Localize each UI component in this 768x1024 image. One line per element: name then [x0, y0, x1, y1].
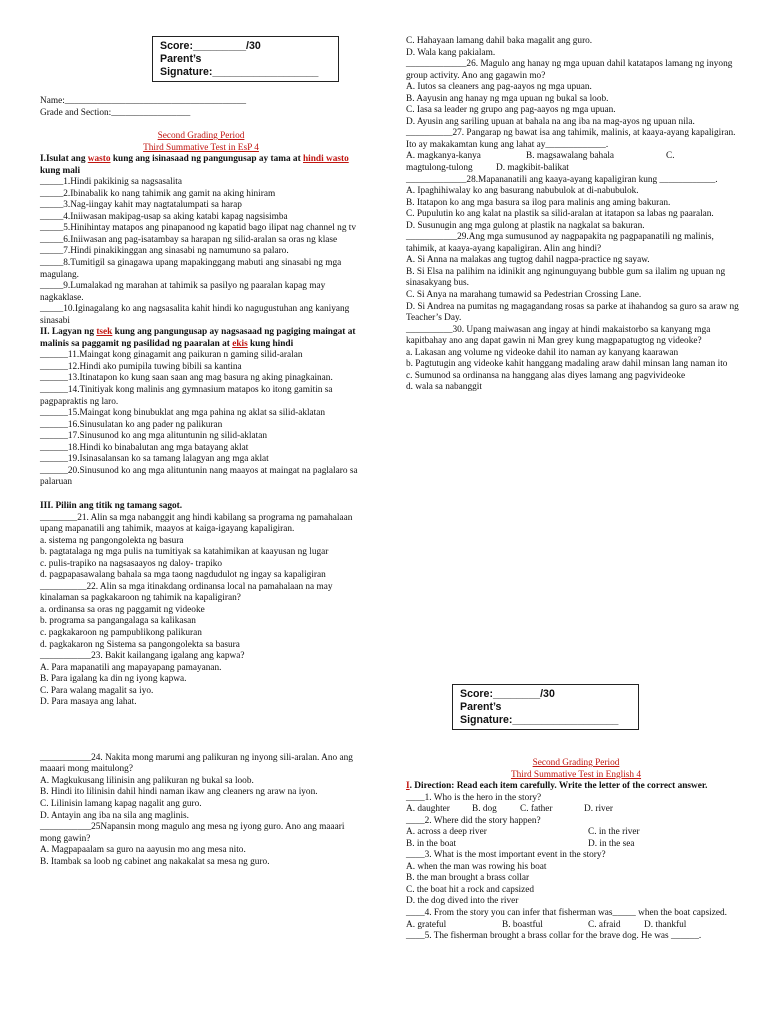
- answer-option: B. the man brought a brass collar: [406, 873, 530, 884]
- q2-options-row2: [406, 839, 746, 851]
- answer-option: C. the boat hit a rock and capsized: [406, 884, 535, 895]
- answer-option: A. Si Anna na malakas ang tugtog dahil nagpa-practice ng sayaw.: [406, 255, 650, 266]
- answer-option: A. Ipaghihiwalay ko ang basurang nabubulok at di-nabubulok.: [406, 186, 639, 197]
- answer-option: b. Pagtutugin ang videoke kahit hanggang madaling araw dahil minsan lang naman ito: [406, 359, 728, 370]
- answer-option: B. in the boat: [406, 838, 457, 849]
- part3-instruction: III. Piliin ang titik ng tamang sagot.: [40, 500, 183, 511]
- answer-option: D. Si Andrea na pumitas ng magagandang rosas sa parke at ihahandog sa guro sa araw ng Teacher’s Day.: [406, 301, 741, 324]
- question-item: _____10.Iginagalang ko ang nagsasalita kahit hindi ko nagugustuhan ang kaniyang sinasabi: [40, 304, 352, 326]
- question-item: __________30. Upang maiwasan ang ingay at hindi makaistorbo sa kanyang mga kapitbahay ano ang dapat gawin ni Man grey kung magpapatugtog ng videoke?: [406, 324, 713, 347]
- question-item: ___________24. Nakita mong marumi ang palikuran ng inyong sili-aralan. Ano ang maaari mong maitulong?: [40, 752, 356, 775]
- q2-options-row1: [406, 827, 746, 839]
- question-item: ___________25Napansin mong magulo ang mesa ng iyong guro. Ano ang maaari mong gawin?: [40, 822, 347, 844]
- question-item: ____5. The fisherman brought a brass collar for the brave dog. He was ______.: [406, 931, 702, 942]
- answer-option: c. pulis-trapiko na nagsasaayos ng daloy- trapiko: [40, 558, 223, 569]
- answer-option: D. in the sea: [588, 838, 635, 849]
- question-item: __________22. Alin sa mga itinakdang ordinansa local na pamahalaan na may kinalaman sa pagkakaroon ng tahimik na kapaligiran?: [40, 581, 335, 604]
- parents-label: Parent’s: [160, 53, 202, 65]
- answer-option: C. Si Anya na marahang tumawid sa Pedestrian Crossing Lane.: [406, 290, 642, 301]
- answer-option: D. Antayin ang iba na sila ang maglinis.: [40, 810, 189, 821]
- part2-instruction: II. Lagyan ng tsek kung ang pangungusap ay nagsasaad ng pagiging maingat at malinis sa paggamit ng pasilidad ng paaralan at ekis kung hindi: [40, 327, 358, 349]
- q4-options: [406, 920, 746, 932]
- answer-option: C. in the river: [588, 827, 640, 838]
- english-period: Second Grading Period: [532, 758, 620, 768]
- answer-option: D. thankful: [644, 919, 687, 930]
- score-box-bottom: [452, 684, 639, 730]
- answer-option: B. dog: [472, 804, 497, 815]
- answer-option: A. Para mapanatili ang mapayapang pamayanan.: [40, 662, 222, 673]
- answer-option: C. Pupulutin ko ang kalat na plastik sa silid-aralan at itatapon sa labas ng paaralan.: [406, 209, 714, 220]
- question-item: _____2.Ibinabalik ko nang tahimik ang gamit na aking hiniram: [40, 188, 276, 199]
- answer-option: d. wala sa nabanggit: [406, 382, 482, 393]
- question-item: _____9.Lumalakad ng marahan at tahimik sa pasilyo ng paaralan kapag may nagkaklase.: [40, 281, 328, 303]
- question-item: __________27. Pangarap ng bawat isa ang tahimik, malinis, at kaaya-ayang kapaligiran. Ito ay makakamtan kung ang lahat ay_____________.: [406, 128, 738, 150]
- answer-option: B. boastful: [502, 919, 543, 930]
- answer-option: C.: [666, 151, 675, 162]
- answer-option: D. river: [584, 804, 613, 815]
- question-item: ___________23. Bakit kailangang igalang ang kapwa?: [40, 651, 245, 662]
- answer-option: B. Hindi ito lilinisin dahil hindi naman ikaw ang cleaners ng araw na iyon.: [40, 787, 318, 798]
- answer-option: A. Magkukusang lilinisin ang palikuran ng bukal sa loob.: [40, 775, 254, 786]
- english-direction: I. Direction: Read each item carefully. Write the letter of the correct answer.: [406, 781, 708, 791]
- answer-option: c. Sumunod sa ordinansa na hanggang alas diyes lamang ang pagvivideoke: [406, 370, 686, 381]
- score-line: Score:_________/30: [160, 40, 261, 52]
- answer-option: C. father: [520, 804, 553, 815]
- question-item: ______17.Sinusunod ko ang mga alituntunin ng silid-aklatan: [40, 431, 267, 442]
- question-item: _____________28.Mapananatili ang kaaya-ayang kapaligiran kung ____________.: [406, 174, 718, 185]
- grade-section-field: Grade and Section:_________________: [40, 107, 191, 118]
- question-item: ____4. From the story you can infer that fisherman was_____ when the boat capsized.: [406, 908, 727, 919]
- name-field: Name:_______________________________________: [40, 96, 247, 106]
- question-item: _____5.Hinihintay matapos ang pinapanood ng kapatid bago ilipat nag channel ng tv: [40, 223, 357, 234]
- question-item: _____4.Iniiwasan makipag-usap sa aking katabi kapag nagsisimba: [40, 211, 288, 222]
- english-title: Third Summative Test in English 4: [510, 769, 642, 780]
- question-item: _____________26. Magulo ang hanay ng mga upuan dahil katatapos lamang ng inyong group activity. Ano ang gagawin mo?: [406, 59, 735, 81]
- q27-options-row2: [406, 163, 746, 175]
- signature-line: Signature:__________________: [460, 714, 619, 726]
- answer-option: A. Iutos sa cleaners ang pag-aayos ng mga upuan.: [406, 82, 592, 93]
- answer-option: D. the dog dived into the river: [406, 896, 519, 907]
- answer-option: C. Iasa sa leader ng grupo ang pag-aayos ng mga upuan.: [406, 105, 616, 116]
- question-item: ________21. Alin sa mga nabanggit ang hindi kabilang sa programa ng pamahalaan upang mapanatili ang tahimik, maayos at kaiga-igayang kapaligiran.: [40, 512, 355, 535]
- answer-option: C. afraid: [588, 919, 621, 930]
- answer-option: B. Aayusin ang hanay ng mga upuan ng bukal sa loob.: [406, 93, 609, 104]
- parents-label: Parent’s: [460, 701, 502, 713]
- question-item: _____6.Iniiwasan ang pag-isatambay sa harapan ng silid-aralan sa oras ng klase: [40, 234, 338, 245]
- question-item: _____8.Tumitigil sa ginagawa upang mapakinggang mabuti ang sinasabi ng mga magulang.: [40, 258, 344, 280]
- answer-option: a. Lakasan ang volume ng videoke dahil ito naman ay kanyang kaarawan: [406, 347, 679, 358]
- esp-period: Second Grading Period: [157, 131, 245, 142]
- english-test: [406, 758, 746, 943]
- answer-option: B. Itambak sa loob ng cabinet ang nakakalat sa mesa ng guro.: [40, 856, 270, 867]
- answer-option: D. Wala kang pakialam.: [406, 47, 496, 58]
- answer-option: A. when the man was rowing his boat: [406, 861, 547, 872]
- question-item: ______11.Maingat kong ginagamit ang paikuran n gaming silid-aralan: [40, 350, 303, 361]
- answer-option: b. programa sa pangangalaga sa kalikasan: [40, 616, 196, 627]
- question-item: _____7.Hindi pinakikinggan ang sinasabi ng namumuno sa palaro.: [40, 246, 289, 257]
- answer-option: b. pagtatalaga ng mga pulis na tumitiyak sa katahimikan at kaayusan ng lugar: [40, 547, 329, 558]
- answer-option: d. pagkakaron ng Sistema sa pangongolekta sa basura: [40, 639, 240, 650]
- question-item: ____1. Who is the hero in the story?: [406, 792, 542, 803]
- q1-options: [406, 804, 746, 816]
- answer-option: B. Si Elsa na palihim na idinikit ang nginunguyang bubble gum sa ilalim ng upuan ng sinasakyang bus.: [406, 266, 728, 289]
- question-item: ______19.Isinasalansan ko sa tamang lalagyan ang mga aklat: [40, 454, 269, 465]
- question-item: _____3.Nag-iingay kahit may nagtatalumpati sa harap: [40, 200, 242, 211]
- answer-option: D. Susunugin ang mga gulong at plastik na nagkalat sa bakuran.: [406, 220, 645, 231]
- answer-option: D. Para masaya ang lahat.: [40, 697, 137, 708]
- question-item: ______13.Itinatapon ko kung saan saan ang mag basura ng aking pinagkainan.: [40, 373, 333, 384]
- right-column: [406, 36, 746, 394]
- esp-title: Third Summative Test in EsP 4: [143, 142, 259, 153]
- left-column: [40, 96, 362, 868]
- question-item: ____3. What is the most important event in the story?: [406, 850, 606, 861]
- question-item: _____1.Hindi pakikinig sa nagsasalita: [40, 177, 183, 188]
- score-box-top: [152, 36, 339, 82]
- answer-option: A. Magpapaalam sa guro na aayusin mo ang mesa nito.: [40, 845, 246, 856]
- question-item: ______20.Sinusunod ko ang mga alituntunin nang maayos at maingat na paglalaro sa palaruan: [40, 465, 360, 488]
- answer-option: C. Para walang magalit sa iyo.: [40, 685, 154, 696]
- part1-instruction: I.Isulat ang wasto kung ang isinasaad ng pangungusap ay tama at hindi wasto kung mali: [40, 154, 352, 176]
- q27-options-row1: [406, 151, 746, 163]
- answer-option: d. pagpapasawalang bahala sa mga taong nagdudulot ng ingay sa kapaligiran: [40, 570, 326, 581]
- answer-option: a. sistema ng pangongolekta ng basura: [40, 535, 184, 546]
- question-item: ___________29.Ang mga sumusunod ay nagpapakita ng pagpapanatili ng malinis, tahimik, at kaaya-ayang kapaligiran. Alin ang hindi?: [406, 232, 717, 254]
- question-item: ______14.Tinitiyak kong malinis ang gymnasium matapos ko itong gamitin sa pagpapraktis ng laro.: [40, 385, 335, 407]
- signature-line: Signature:__________________: [160, 66, 319, 78]
- answer-option: C. Lilinisin lamang kapag nagalit ang guro.: [40, 798, 202, 809]
- answer-option: magtulong-tulong: [406, 163, 473, 174]
- question-item: ______16.Sinusulatan ko ang pader ng palikuran: [40, 419, 223, 430]
- answer-option: B. Itatapon ko ang mga basura sa ilog para malinis ang aming bakuran.: [406, 197, 671, 208]
- question-item: ______15.Maingat kong binubuklat ang mga pahina ng aklat sa silid-aklatan: [40, 408, 326, 419]
- answer-option: B. magsawalang bahala: [526, 151, 615, 162]
- answer-option: B. Para igalang ka din ng iyong kapwa.: [40, 674, 187, 685]
- answer-option: A. magkanya-kanya: [406, 151, 481, 162]
- question-item: ____2. Where did the story happen?: [406, 815, 541, 826]
- score-line: Score:________/30: [460, 688, 555, 700]
- answer-option: C. Hahayaan lamang dahil baka magalit ang guro.: [406, 36, 593, 46]
- answer-option: A. across a deep river: [406, 827, 487, 838]
- answer-option: c. pagkakaroon ng pampublikong palikuran: [40, 627, 202, 638]
- question-item: ______12.Hindi ako pumipila tuwing bibili sa kantina: [40, 361, 242, 372]
- answer-option: a. ordinansa sa oras ng paggamit ng videoke: [40, 604, 205, 615]
- answer-option: A. daughter: [406, 804, 450, 815]
- answer-option: D. Ayusin ang sariling upuan at bahala na ang iba na mag-ayos ng upuan nila.: [406, 116, 695, 127]
- answer-option: D. magkibit-balikat: [496, 163, 569, 174]
- answer-option: A. grateful: [406, 919, 447, 930]
- question-item: ______18.Hindi ko binabalutan ang mga batayang aklat: [40, 442, 249, 453]
